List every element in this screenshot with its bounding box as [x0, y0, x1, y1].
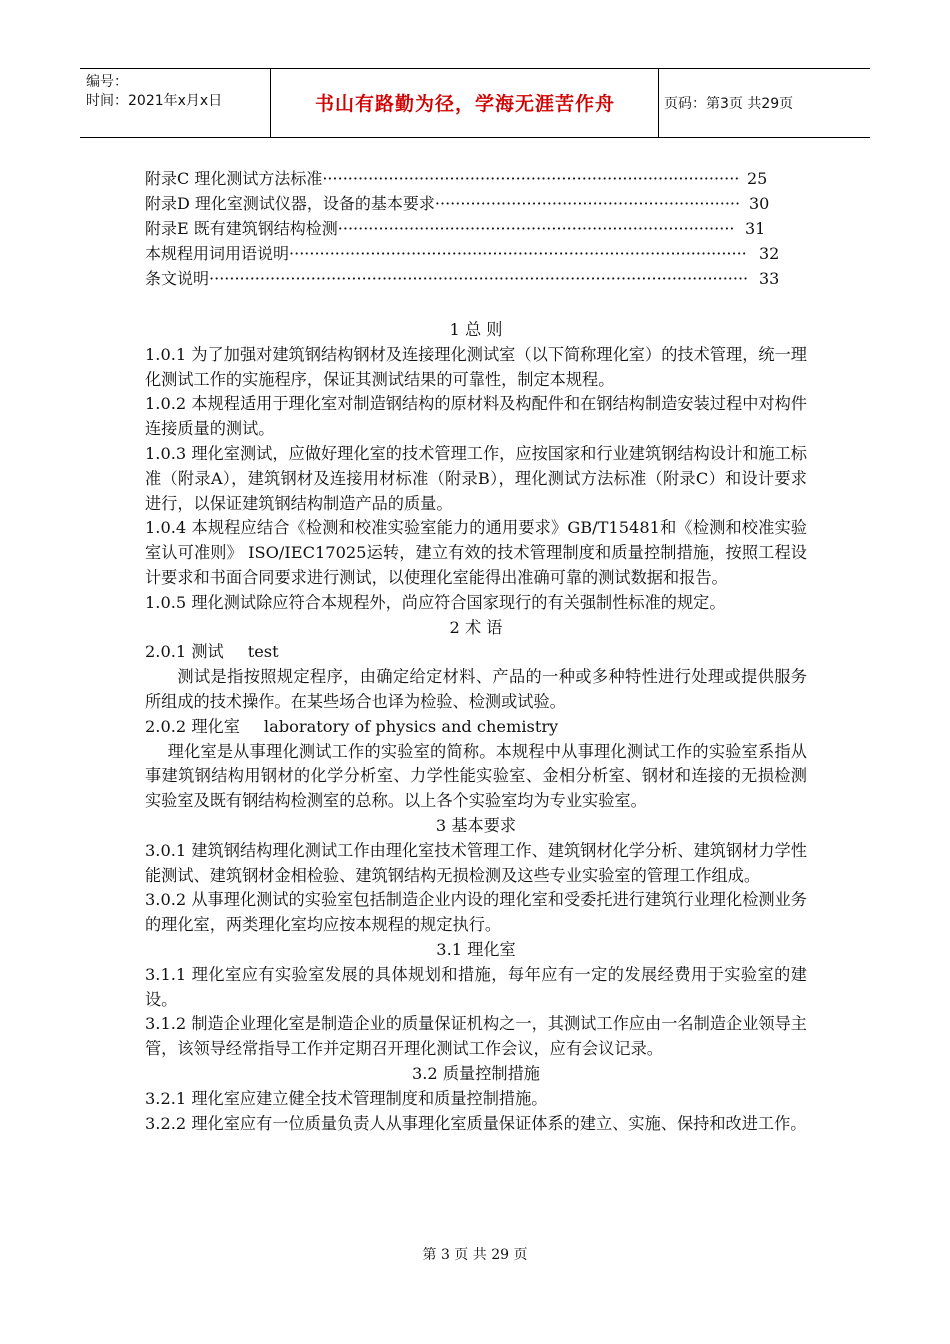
clause-3-2-2: 3.2.2 理化室应有一位质量负责人从事理化室质量保证体系的建立、实施、保持和改进工作。 [145, 1113, 807, 1133]
toc-item[interactable] [145, 268, 780, 290]
term-2-0-1-definition: 测试是指按照规定程序，由确定给定材料、产品的一种或多种特性进行处理或提供服务所组成的技术操作。在某些场合也译为检验、检测或试验。 [145, 667, 807, 711]
toc-page: 25 [747, 169, 768, 188]
header-page-info: 页码：第3页 共29页 [664, 96, 794, 112]
section-heading-2: 2 术 语 [449, 617, 503, 637]
term-cn: 2.0.1 测试 [145, 642, 224, 662]
header-divider [270, 69, 271, 137]
toc-item[interactable] [145, 168, 768, 190]
toc-leader: ···························································· [434, 194, 741, 213]
section-heading-3: 3 基本要求 [435, 815, 517, 835]
term-2-0-2-definition: 理化室是从事理化测试工作的实验室的简称。本规程中从事理化测试工作的实验室系指从事建筑钢结构用钢材的化学分析室、力学性能实验室、金相分析室、钢材和连接的无损检测实验室及既有钢结构检测室的总称。以上各个实验室均为专业实验室。 [145, 741, 807, 811]
term-en: test [247, 642, 279, 662]
section-heading-1: 1 总 则 [449, 320, 503, 339]
toc-label: 附录E 既有建筑钢结构检测 [145, 219, 338, 238]
subsection-heading-3-1: 3.1 理化室 [436, 939, 516, 959]
clause-1-0-2: 1.0.2 本规程适用于理化室对制造钢结构的原材料及构配件和在钢结构制造安装过程中对构件连接质量的测试。 [145, 394, 807, 439]
toc-leader: ·························································································· [289, 244, 747, 263]
document-body [145, 318, 807, 1136]
clause-1-0-3: 1.0.3 理化室测试，应做好理化室的技术管理工作，应按国家和行业建筑钢结构设计和施工标准（附录A），建筑钢材及连接用材标准（附录B），理化测试方法标准（附录C）和设计要求进行，以保证建筑钢结构制造产品的质量。 [145, 443, 807, 513]
header-meta [86, 73, 222, 111]
term-cn: 2.0.2 理化室 [145, 716, 240, 736]
header-divider [658, 69, 659, 137]
doc-time: 时间：2021年x月x日 [86, 93, 223, 109]
toc-label: 条文说明 [145, 269, 210, 288]
toc-page: 30 [749, 194, 770, 213]
term-en: laboratory of physics and chemistry [263, 716, 559, 736]
subsection-heading-3-2: 3.2 质量控制措施 [411, 1063, 540, 1083]
clause-3-0-2: 3.0.2 从事理化测试的实验室包括制造企业内设的理化室和受委托进行建筑行业理化检测业务的理化室，两类理化室均应按本规程的规定执行。 [145, 890, 807, 935]
toc-page: 32 [759, 244, 780, 263]
toc-item[interactable] [145, 243, 780, 265]
clause-3-1-1: 3.1.1 理化室应有实验室发展的具体规划和措施，每年应有一定的发展经费用于实验室的建设。 [145, 964, 807, 1009]
header-motto: 书山有路勤为径，学海无涯苦作舟 [314, 93, 615, 115]
toc-label: 附录C 理化测试方法标准 [145, 169, 323, 188]
clause-1-0-5: 1.0.5 理化测试除应符合本规程外，尚应符合国家现行的有关强制性标准的规定。 [145, 592, 726, 612]
toc-leader: ·········································································································· [209, 269, 749, 288]
clause-3-2-1: 3.2.1 理化室应建立健全技术管理制度和质量控制措施。 [145, 1088, 548, 1108]
term-2-0-1 [145, 640, 807, 665]
doc-number: 编号： [86, 74, 128, 90]
page-footer: 第 3 页 共 29 页 [422, 1247, 528, 1263]
toc-leader: ·················································································· [322, 169, 740, 188]
clause-3-0-1: 3.0.1 建筑钢结构理化测试工作由理化室技术管理工作、建筑钢材化学分析、建筑钢材力学性能测试、建筑钢材金相检验、建筑钢结构无损检测及这些专业实验室的管理工作组成。 [145, 840, 807, 885]
clause-1-0-4: 1.0.4 本规程应结合《检测和校准实验室能力的通用要求》GB/T15481和《检测和校准实验室认可准则》 ISO/IEC17025运转，建立有效的技术管理制度和质量控制措施，按照工程设计要求和书面合同要求进行测试，以使理化室能得出准确可靠的测试数据和报告。 [145, 518, 807, 587]
toc-item[interactable] [145, 218, 766, 240]
clause-3-1-2: 3.1.2 制造企业理化室是制造企业的质量保证机构之一，其测试工作应由一名制造企业领导主管，该领导经常指导工作并定期召开理化测试工作会议，应有会议记录。 [145, 1014, 807, 1059]
toc-page: 31 [745, 219, 766, 238]
toc-label: 本规程用词用语说明 [145, 244, 290, 263]
toc-label: 附录D 理化室测试仪器，设备的基本要求 [145, 194, 435, 213]
toc-leader: ·············································································· [337, 219, 735, 238]
term-2-0-2 [145, 715, 807, 740]
page-header [80, 68, 870, 138]
clause-1-0-1: 1.0.1 为了加强对建筑钢结构钢材及连接理化测试室（以下简称理化室）的技术管理，统一理化测试工作的实施程序，保证其测试结果的可靠性，制定本规程。 [145, 344, 807, 389]
toc-item[interactable] [145, 193, 770, 215]
toc-page: 33 [759, 269, 780, 288]
